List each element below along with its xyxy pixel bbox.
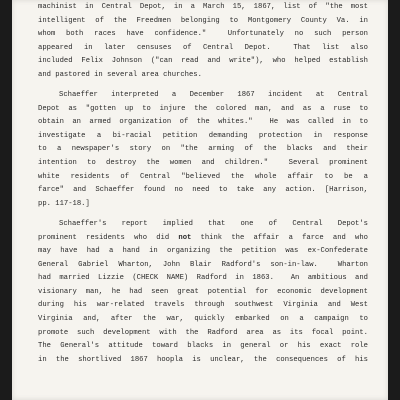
text-line: and pastored in several area churches.	[38, 70, 202, 79]
paragraph	[38, 218, 368, 367]
text-line: farce" and Schaeffer found no need to take any action. [Harrison,	[38, 186, 368, 195]
text-line: to a newspaper's story on "the arming of the blacks and their	[38, 145, 368, 154]
paragraph	[38, 89, 368, 211]
paragraph-gap	[38, 211, 368, 218]
text-line: Schaeffer's report implied that one of Central Depot's	[59, 220, 368, 229]
text-line: machinist in Central Depot, in a March 15, 1867, list of "the most	[38, 3, 368, 11]
text-line: in the shortlived 1867 hoopla is unclear, the consequences of his	[38, 355, 368, 364]
text-line: General Gabriel Wharton, John Blair Radford's son-in-law. Wharton	[38, 260, 368, 269]
text-line: pp. 117-18.]	[38, 199, 90, 208]
text-line: may have had a hand in organizing the petition was ex-Confederate	[38, 247, 368, 256]
text-line: visionary man, he had seen great potential for economic development	[38, 287, 368, 296]
text-line: promote such development with the Radford area as its focal point.	[38, 328, 368, 337]
text-line: Virginia and, after the war, quickly embarked on a campaign to	[38, 315, 368, 324]
text-line: white residents of Central "believed the whole affair to be a	[38, 172, 368, 181]
typed-page	[12, 0, 388, 400]
emphasized-word: not	[178, 233, 192, 242]
text-line: intention to destroy the women and children." Several prominent	[38, 159, 368, 168]
text-line: investigate a bi-racial petition demanding protection in response	[38, 131, 368, 140]
paragraph-gap	[38, 82, 368, 89]
text-run: prominent residents who did	[38, 233, 179, 242]
text-line: appeared in later censuses of Central Depot. That list also	[38, 43, 368, 52]
text-line	[38, 232, 368, 246]
text-line: during his war-related travels through southwest Virginia and West	[38, 301, 368, 310]
text-line: Depot as "gotten up to injure the colored man, and as a ruse to	[38, 104, 368, 113]
text-line: obtain an armed organization of the whites." He was called in to	[38, 118, 368, 127]
document-body	[38, 1, 368, 367]
text-line: intelligent of the Freedmen belonging to Montgomery County Va. in	[38, 16, 368, 25]
text-line: The General's attitude toward blacks in general or his exact role	[38, 342, 368, 351]
paragraph	[38, 1, 368, 82]
text-line: whom both races have confidence." Unfortunately no such person	[38, 30, 368, 39]
text-line: Schaeffer interpreted a December 1867 incident at Central	[59, 91, 368, 100]
text-line: had married Lizzie (CHECK NAME) Radford in 1863. An ambitious and	[38, 274, 368, 283]
text-run: think the affair a farce and who	[191, 233, 368, 242]
text-line: included Felix Johnson ("can read and write"), who helped establish	[38, 57, 368, 66]
